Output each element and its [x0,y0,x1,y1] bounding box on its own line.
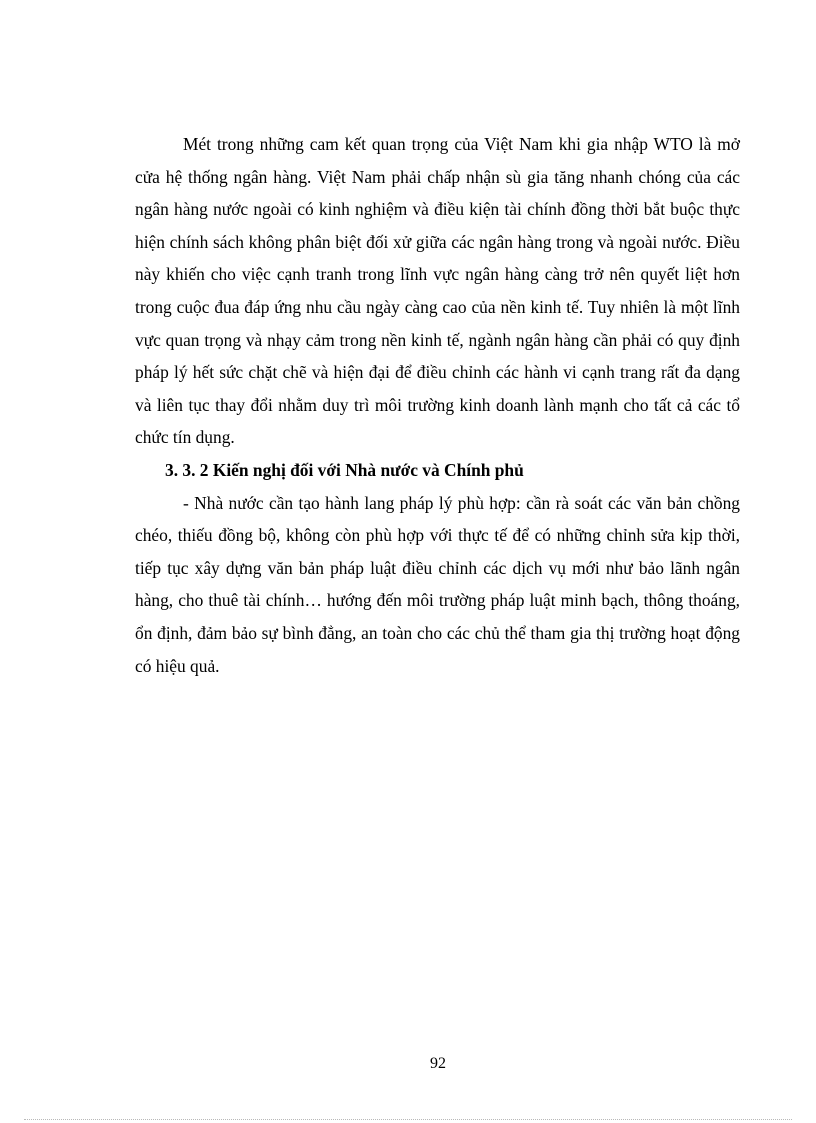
page-number: 92 [430,1055,446,1072]
page-bottom-rule [24,1119,792,1120]
section-paragraph: - Nhà nước cần tạo hành lang pháp lý phù hợp: cần rà soát các văn bản chồng chéo, thiếu đồng bộ, không còn phù hợp với thực tế để có những chỉnh sửa kịp thời, tiếp tục xây dựng văn bản pháp luật điều chỉnh các dịch vụ mới như bảo lãnh ngân hàng, cho thuê tài chính… hướng đến môi trường pháp luật minh bạch, thông thoáng, ổn định, đảm bảo sự bình đẳng, an toàn cho các chủ thể tham gia thị trường hoạt động có hiệu quả. [135,492,740,676]
section-heading: 3. 3. 2 Kiến nghị đối với Nhà nước và Chính phủ [165,459,524,480]
body-paragraph: Mét trong những cam kết quan trọng của Việt Nam khi gia nhập WTO là mở cửa hệ thống ngân hàng. Việt Nam phải chấp nhận sù gia tăng nhanh chóng của các ngân hàng nước ngoài có kinh nghiệm và điều kiện tài chính đồng thời bắt buộc thực hiện chính sách không phân biệt đối xử giữa các ngân hàng trong và ngoài nước. Điều này khiến cho việc cạnh tranh trong lĩnh vực ngân hàng càng trở nên quyết liệt hơn trong cuộc đua đáp ứng nhu cầu ngày càng cao của nền kinh tế. Tuy nhiên là một lĩnh vực quan trọng và nhạy cảm trong nền kinh tế, ngành ngân hàng cần phải có quy định pháp lý hết sức chặt chẽ và hiện đại để điều chỉnh các hành vi cạnh trang rất đa dạng và liên tục thay đổi nhằm duy trì môi trường kinh doanh lành mạnh cho tất cả các tổ chức tín dụng. [135,134,740,448]
page-content [135,128,740,682]
